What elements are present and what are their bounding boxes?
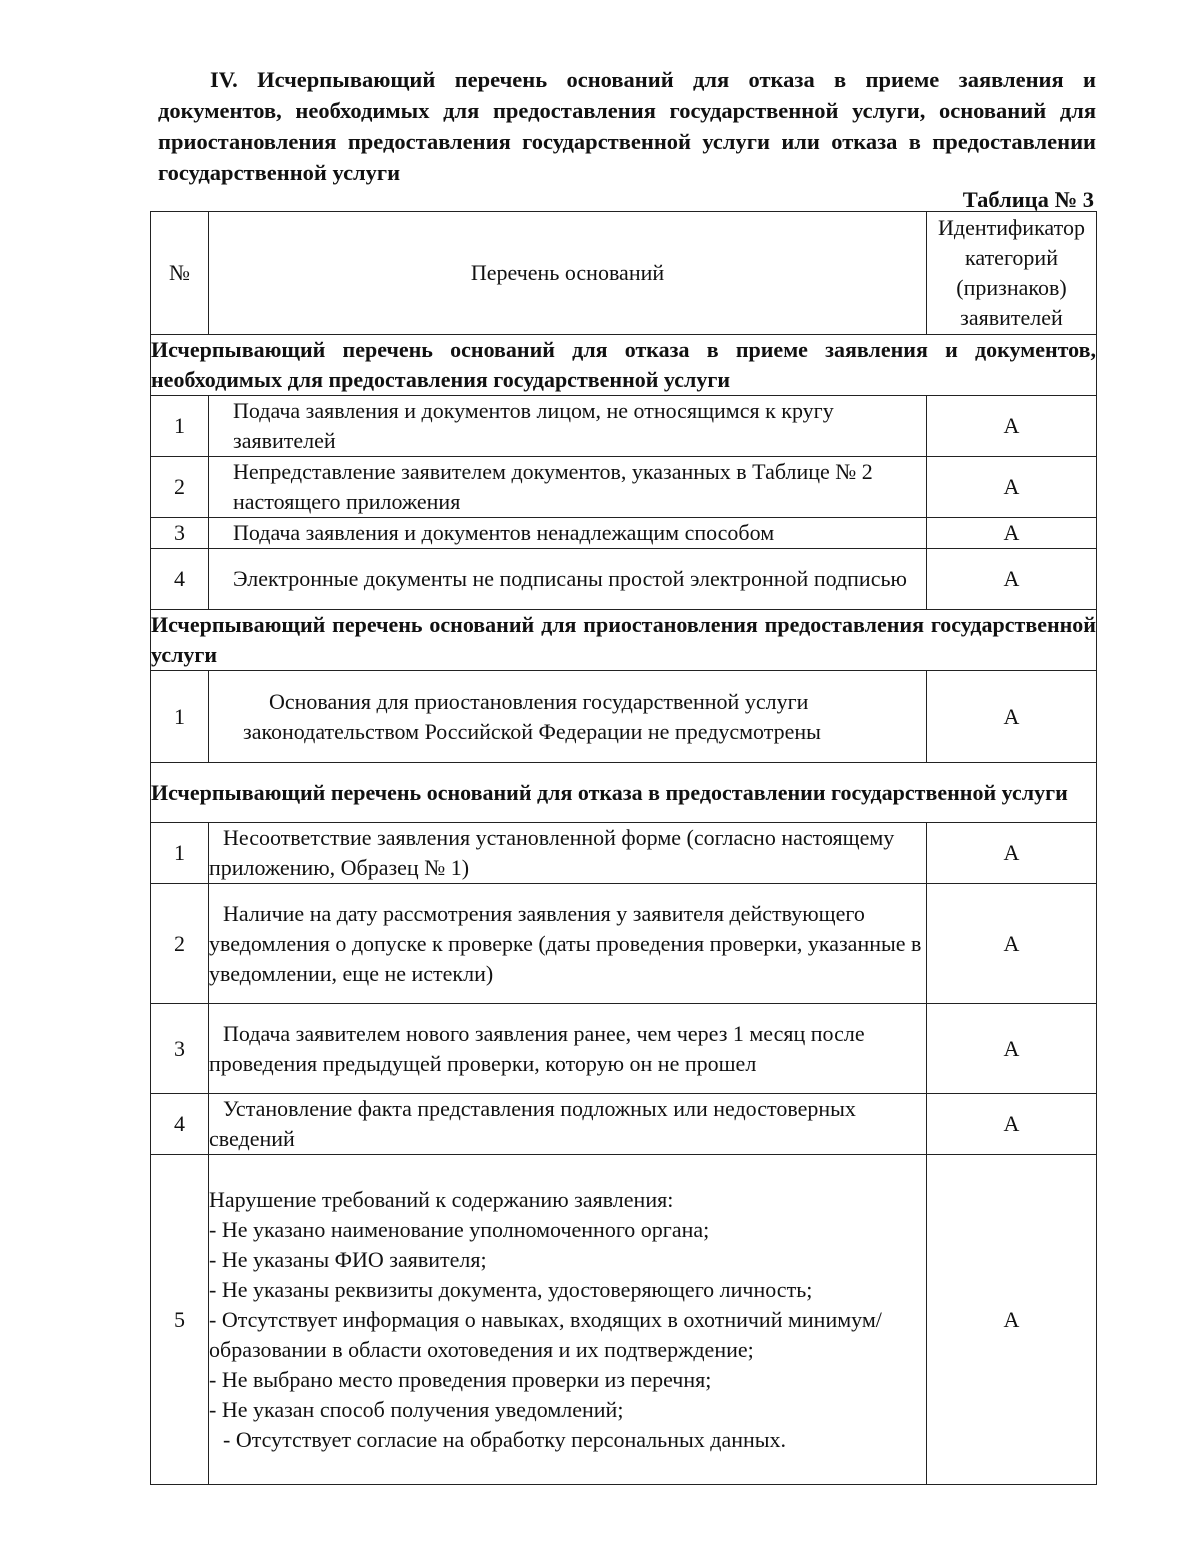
row-num: 2 — [151, 884, 209, 1004]
row-text: Нарушение требований к содержанию заявления: — [209, 1186, 674, 1212]
section-title: Исчерпывающий перечень оснований для приостановления предоставления государственной услуги — [151, 610, 1097, 671]
table-label: Таблица № 3 — [962, 187, 1094, 212]
list-item: - Отсутствует информация о навыках, входящих в охотничий минимум/образовании в области охотоведения и их подтверждение; — [209, 1306, 882, 1362]
row-id: А — [927, 1004, 1097, 1094]
row-text: Наличие на дату рассмотрения заявления у заявителя действующего уведомления о допуске к проверке (даты проведения проверки, указанные в уведомлении, еще не истекли) — [209, 884, 927, 1004]
section-row — [151, 763, 1097, 823]
row-num: 1 — [151, 671, 209, 763]
table-row — [151, 823, 1097, 884]
header-text: Перечень оснований — [209, 212, 927, 335]
row-id: А — [927, 671, 1097, 763]
row-id: А — [927, 518, 1097, 549]
grounds-table — [150, 211, 1097, 1485]
row-text: Подача заявления и документов ненадлежащим способом — [209, 518, 927, 549]
row-num: 3 — [151, 518, 209, 549]
header-num: № — [151, 212, 209, 335]
list-item: - Не выбрано место проведения проверки из перечня; — [209, 1366, 712, 1392]
row-num: 4 — [151, 1094, 209, 1155]
row-num: 4 — [151, 549, 209, 610]
list-item: - Не указаны ФИО заявителя; — [209, 1246, 487, 1272]
table-row — [151, 884, 1097, 1004]
table-header-row — [151, 212, 1097, 335]
row-num: 3 — [151, 1004, 209, 1094]
requirements-list — [209, 1215, 926, 1455]
table-row — [151, 671, 1097, 763]
row-id: А — [927, 823, 1097, 884]
row-id: А — [927, 1155, 1097, 1485]
list-item: - Отсутствует согласие на обработку персональных данных. — [223, 1426, 787, 1452]
row-text: Основания для приостановления государственной услуги законодательством Российской Федерации не предусмотрены — [209, 671, 927, 763]
table-row — [151, 1155, 1097, 1485]
list-item: - Не указаны реквизиты документа, удостоверяющего личность; — [209, 1276, 813, 1302]
row-text: Подача заявления и документов лицом, не относящимся к кругу заявителей — [209, 396, 927, 457]
row-num: 5 — [151, 1155, 209, 1485]
table-row — [151, 396, 1097, 457]
row-text: Несоответствие заявления установленной форме (согласно настоящему приложению, Образец № 1) — [209, 823, 927, 884]
row-id: А — [927, 1094, 1097, 1155]
table-row — [151, 1094, 1097, 1155]
section-row — [151, 610, 1097, 671]
section-row — [151, 335, 1097, 396]
row-text: Электронные документы не подписаны простой электронной подписью — [209, 549, 927, 610]
section-heading: IV. Исчерпывающий перечень оснований для отказа в приеме заявления и документов, необходимых для предоставления государственной услуги, оснований для приостановления предоставления государственной услуги или отказа в предоставлении государственной услуги — [158, 67, 1096, 185]
row-id: А — [927, 884, 1097, 1004]
section-title: Исчерпывающий перечень оснований для отказа в предоставлении государственной услуги — [151, 763, 1097, 823]
list-item: - Не указано наименование уполномоченного органа; — [209, 1216, 710, 1242]
row-id: А — [927, 396, 1097, 457]
row-text: Подача заявителем нового заявления ранее, чем через 1 месяц после проведения предыдущей проверки, которую он не прошел — [209, 1004, 927, 1094]
row-num: 2 — [151, 457, 209, 518]
header-id: Идентификатор категорий (признаков) заявителей — [927, 212, 1097, 335]
table-row — [151, 549, 1097, 610]
row-text: Установление факта представления подложных или недостоверных сведений — [209, 1094, 927, 1155]
row-id: А — [927, 457, 1097, 518]
row-text-block — [209, 1155, 927, 1485]
row-id: А — [927, 549, 1097, 610]
row-text: Непредставление заявителем документов, указанных в Таблице № 2 настоящего приложения — [209, 457, 927, 518]
section-title: Исчерпывающий перечень оснований для отказа в приеме заявления и документов, необходимых для предоставления государственной услуги — [151, 335, 1097, 396]
table-row — [151, 457, 1097, 518]
list-item: - Не указан способ получения уведомлений; — [209, 1396, 624, 1422]
row-num: 1 — [151, 396, 209, 457]
row-num: 1 — [151, 823, 209, 884]
table-row — [151, 1004, 1097, 1094]
table-row — [151, 518, 1097, 549]
